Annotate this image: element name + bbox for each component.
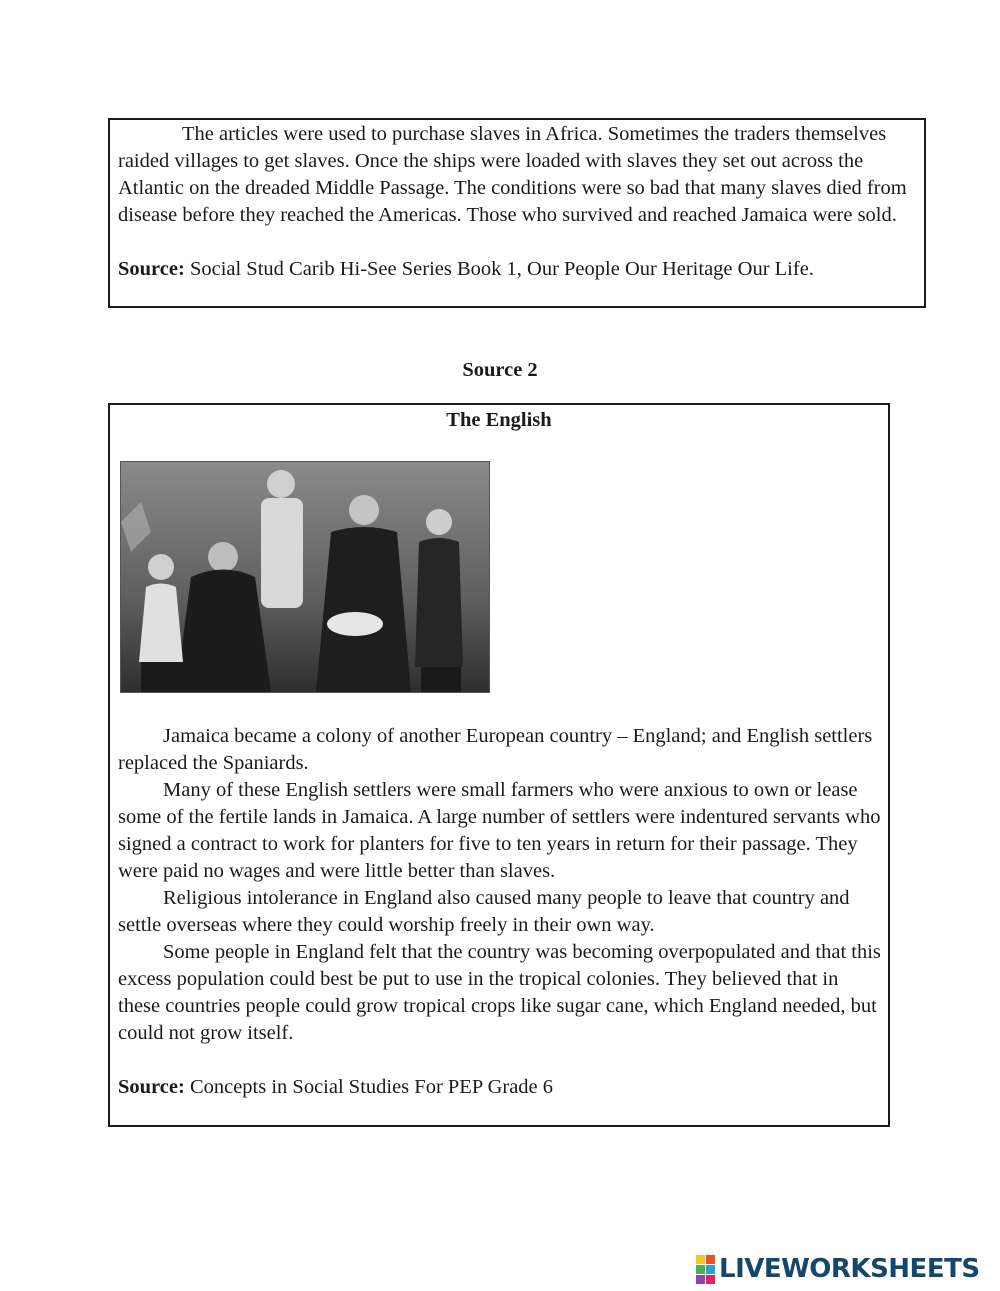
- source2-heading: Source 2: [462, 359, 538, 381]
- liveworksheets-logo-text: LIVEWORKSHEETS: [719, 1254, 980, 1284]
- source2-box: [108, 403, 890, 1127]
- source1-citation: [118, 256, 916, 283]
- source2-text: [118, 723, 882, 1101]
- liveworksheets-logo-icon: [696, 1255, 715, 1284]
- source2-paragraph: Jamaica became a colony of another European country – England; and English settlers replaced the Spaniards.: [118, 725, 873, 774]
- liveworksheets-logo[interactable]: [696, 1254, 980, 1284]
- source2-citation-text: Concepts in Social Studies For PEP Grade 6: [184, 1076, 554, 1098]
- source1-citation-text: Social Stud Carib Hi-See Series Book 1, Our People Our Heritage Our Life.: [184, 258, 814, 280]
- family-photo: [120, 461, 490, 693]
- source2-title: The English: [446, 409, 552, 431]
- source1-box: [108, 118, 926, 308]
- source2-citation-label: Source:: [118, 1076, 185, 1098]
- source1-paragraph: The articles were used to purchase slaves in Africa. Sometimes the traders themselves raided villages to get slaves. Once the ships were loaded with slaves they set out across the Atlantic on the dreaded Middle Passage. The conditions were so bad that many slaves died from disease before they reached the Americas. Those who survived and reached Jamaica were sold.: [118, 123, 907, 226]
- source1-citation-label: Source:: [118, 258, 185, 280]
- source2-paragraph: Religious intolerance in England also caused many people to leave that country and settle overseas where they could worship freely in their own way.: [118, 887, 850, 936]
- source2-paragraph: Some people in England felt that the country was becoming overpopulated and that this excess population could best be put to use in the tropical colonies. They believed that in these countries people could grow tropical crops like sugar cane, which England needed, but could not grow itself.: [118, 941, 881, 1044]
- source2-citation: [118, 1074, 882, 1101]
- source2-paragraph: Many of these English settlers were small farmers who were anxious to own or lease some of the fertile lands in Jamaica. A large number of settlers were indentured servants who signed a contract to work for planters for five to ten years in return for their passage. They were paid no wages and were little better than slaves.: [118, 779, 881, 882]
